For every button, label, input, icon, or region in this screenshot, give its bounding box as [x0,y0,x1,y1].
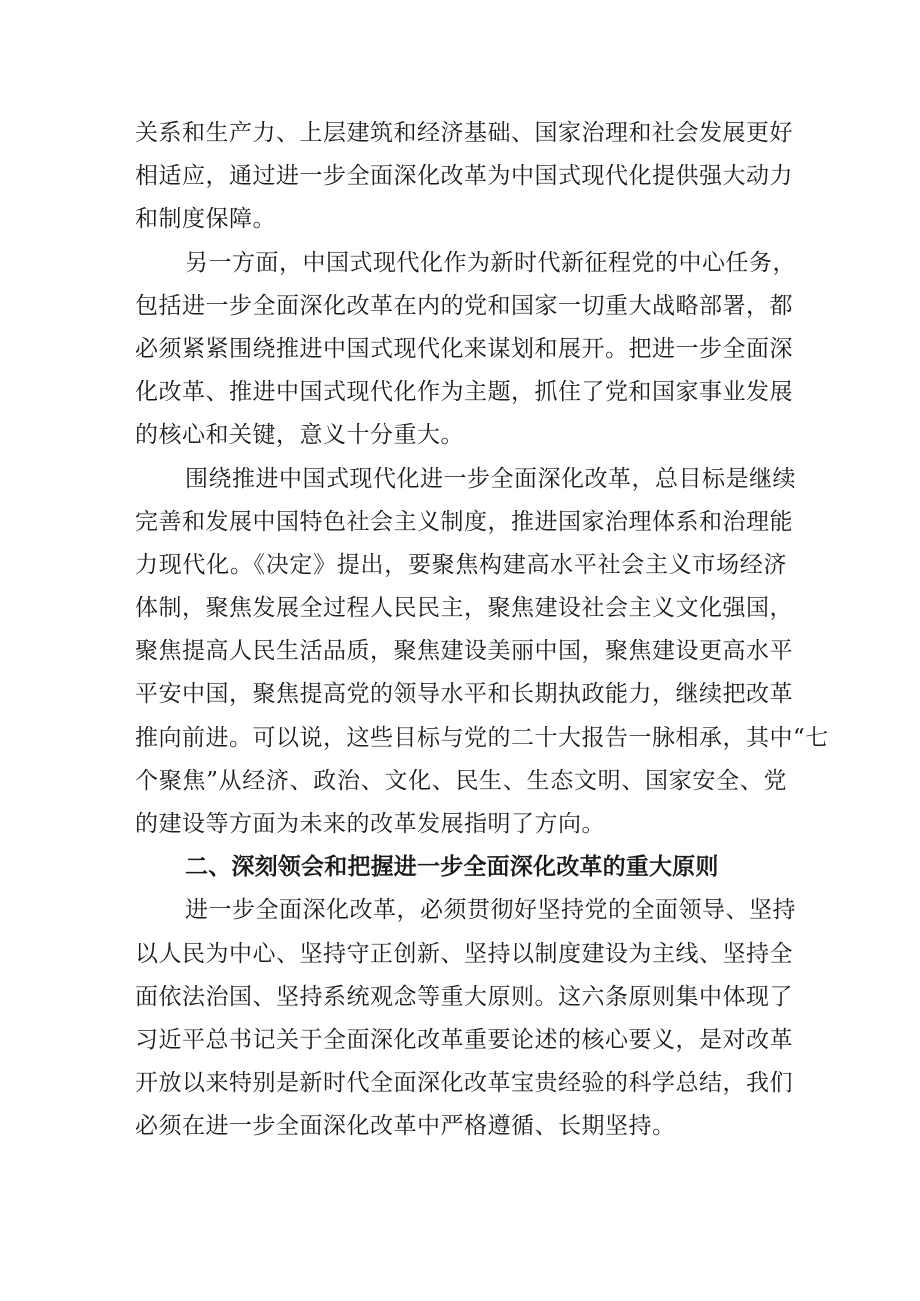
text-line: 力现代化。《决定》提出，要聚焦构建高水平社会主义市场经济 [135,551,787,578]
paragraph-4 [135,889,796,1148]
text-line: 另一方面，中国式现代化作为新时代新征程党的中心任务， [185,249,796,276]
section-heading: 二、深刻领会和把握进一步全面深化改革的重大原则 [185,854,719,881]
text-line: 个聚焦”从经济、政治、文化、民生、生态文明、国家安全、党 [135,767,787,794]
paragraph-2 [135,242,796,458]
text-line: 完善和发展中国特色社会主义制度，推进国家治理体系和治理能 [135,508,793,535]
text-line: 推向前进。可以说，这些目标与党的二十大报告一脉相承，其中“七 [135,724,829,751]
document-body [135,112,829,1149]
text-line: 化改革、推进中国式现代化作为主题，抓住了党和国家事业发展 [135,379,793,406]
text-line: 包括进一步全面深化改革在内的党和国家一切重大战略部署，都 [135,292,793,319]
text-line: 体制，聚焦发展全过程人民民主，聚焦建设社会主义文化强国， [135,595,793,622]
text-line: 习近平总书记关于全面深化改革重要论述的核心要义，是对改革 [135,1026,793,1053]
paragraph-1 [135,112,793,242]
text-line: 必须紧紧围绕推进中国式现代化来谋划和展开。把进一步全面深 [135,335,793,362]
text-line: 进一步全面深化改革，必须贯彻好坚持党的全面领导、坚持 [185,897,796,924]
paragraph-3 [135,458,829,847]
text-line: 面依法治国、坚持系统观念等重大原则。这六条原则集中体现了 [135,983,793,1010]
text-line: 和制度保障。 [135,206,276,233]
text-line: 关系和生产力、上层建筑和经济基础、国家治理和社会发展更好 [135,120,793,146]
text-line: 的核心和关键，意义十分重大。 [135,422,464,449]
text-line: 平安中国，聚焦提高党的领导水平和长期执政能力，继续把改革 [135,681,793,708]
text-line: 以人民为中心、坚持守正创新、坚持以制度建设为主线、坚持全 [135,940,793,967]
text-line: 开放以来特别是新时代全面深化改革宝贵经验的科学总结，我们 [135,1070,793,1097]
text-line: 围绕推进中国式现代化进一步全面深化改革，总目标是继续 [185,465,796,492]
text-line: 相适应，通过进一步全面深化改革为中国式现代化提供强大动力 [135,163,793,190]
text-line: 的建设等方面为未来的改革发展指明了方向。 [135,811,605,837]
text-line: 聚焦提高人民生活品质，聚焦建设美丽中国，聚焦建设更高水平 [135,638,793,665]
text-line: 必须在进一步全面深化改革中严格遵循、长期坚持。 [135,1113,676,1140]
